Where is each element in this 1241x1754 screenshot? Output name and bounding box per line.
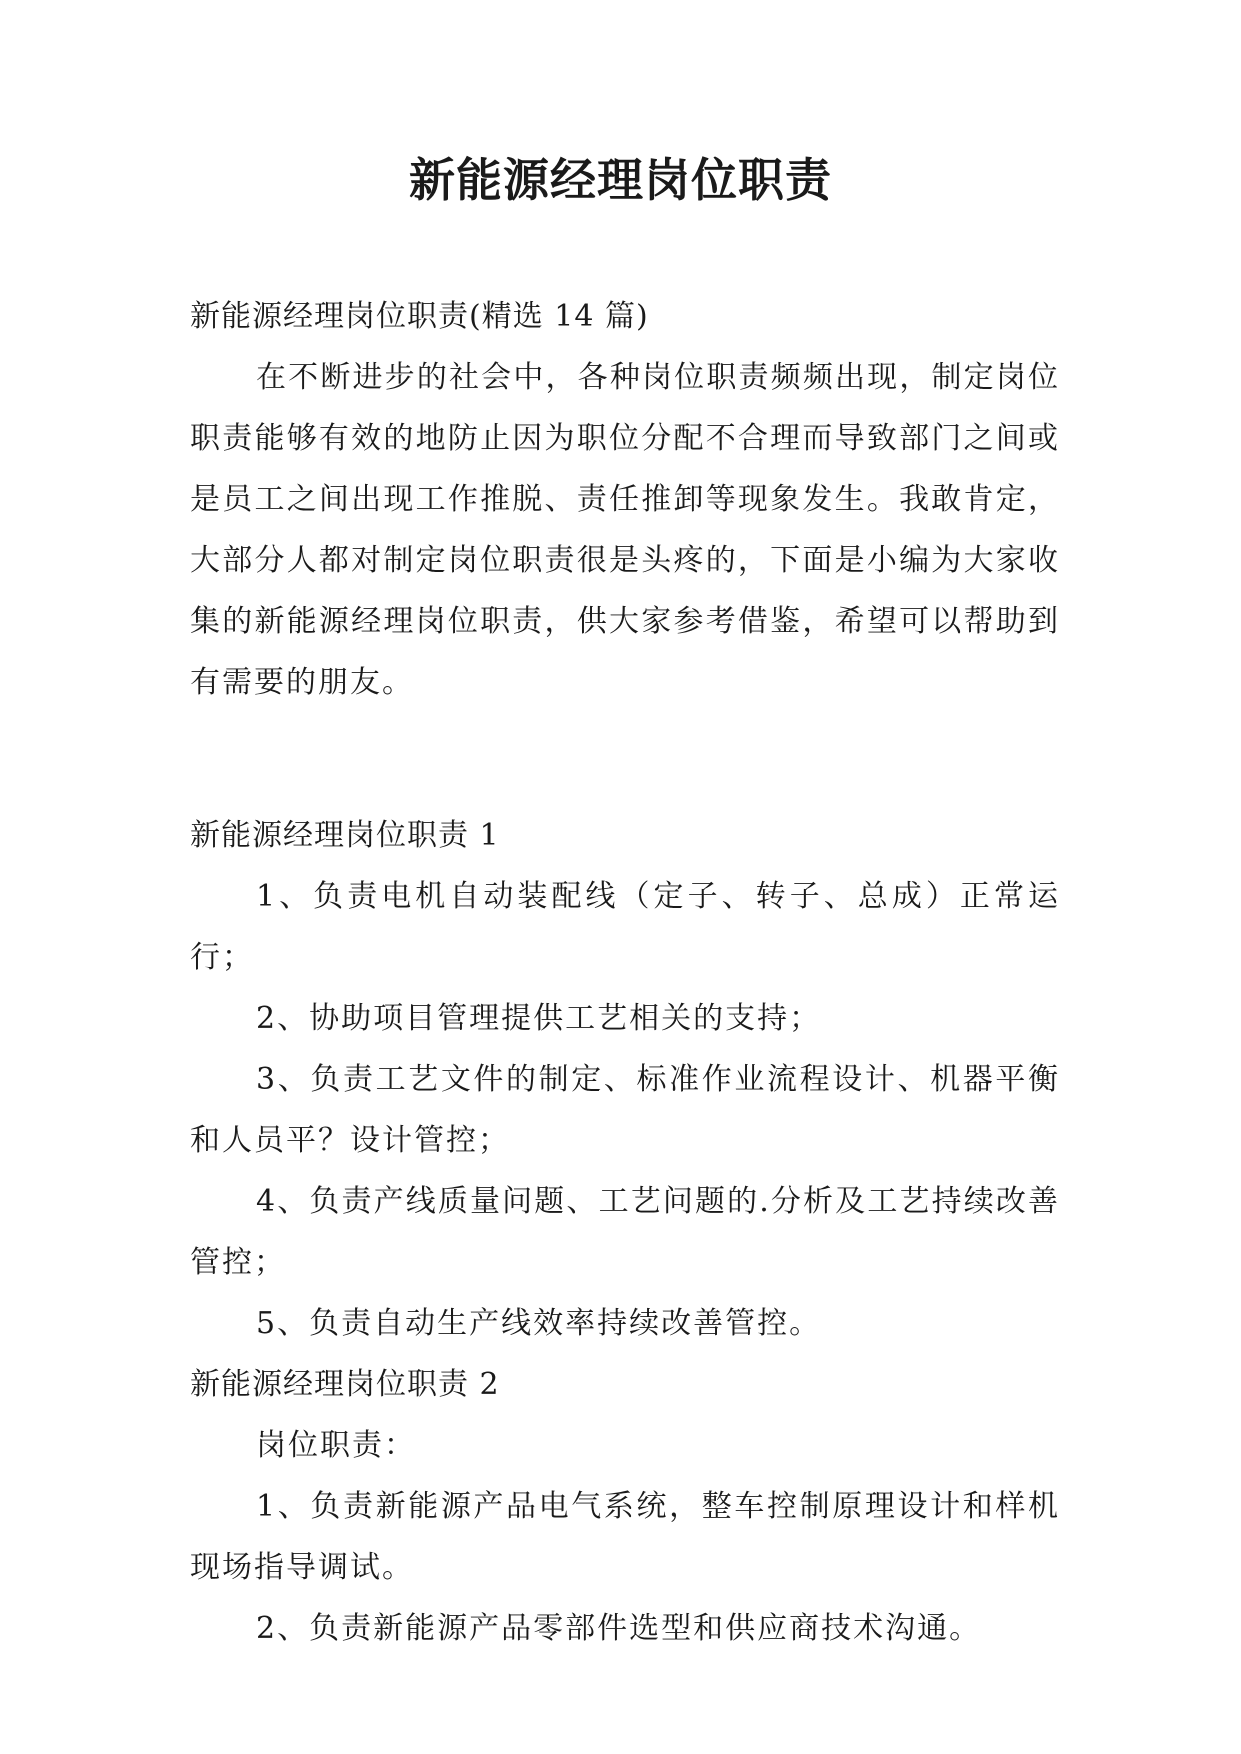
section-1-item: 3、负责工艺文件的制定、标准作业流程设计、机器平衡和人员平？设计管控； xyxy=(190,1062,1060,1158)
section-1-heading: 新能源经理岗位职责 1 xyxy=(190,818,500,853)
document-subtitle: 新能源经理岗位职责(精选 14 篇) xyxy=(190,299,649,334)
intro-paragraph: 在不断进步的社会中，各种岗位职责频频出现，制定岗位职责能够有效的地防止因为职位分配不合理而导致部门之间或是员工之间出现工作推脱、责任推卸等现象发生。我敢肯定，大部分人都对制定岗位职责很是头疼的，下面是小编为大家收集的新能源经理岗位职责，供大家参考借鉴，希望可以帮助到有需要的朋友。 xyxy=(190,360,1060,700)
section-2-item: 1、负责新能源产品电气系统，整车控制原理设计和样机现场指导调试。 xyxy=(190,1489,1060,1585)
section-1-item: 4、负责产线质量问题、工艺问题的.分析及工艺持续改善管控； xyxy=(190,1184,1060,1280)
section-1-item: 2、协助项目管理提供工艺相关的支持； xyxy=(256,1001,822,1036)
section-2-item: 2、负责新能源产品零部件选型和供应商技术沟通。 xyxy=(256,1611,982,1646)
section-1-item: 1、负责电机自动装配线（定子、转子、总成）正常运行； xyxy=(190,879,1060,975)
section-2-heading: 新能源经理岗位职责 2 xyxy=(190,1367,500,1402)
document-title: 新能源经理岗位职责 xyxy=(409,153,832,207)
section-2-label: 岗位职责： xyxy=(256,1428,416,1463)
section-spacer xyxy=(190,713,1060,805)
document-body xyxy=(190,286,1060,1659)
section-1-item: 5、负责自动生产线效率持续改善管控。 xyxy=(256,1306,822,1341)
